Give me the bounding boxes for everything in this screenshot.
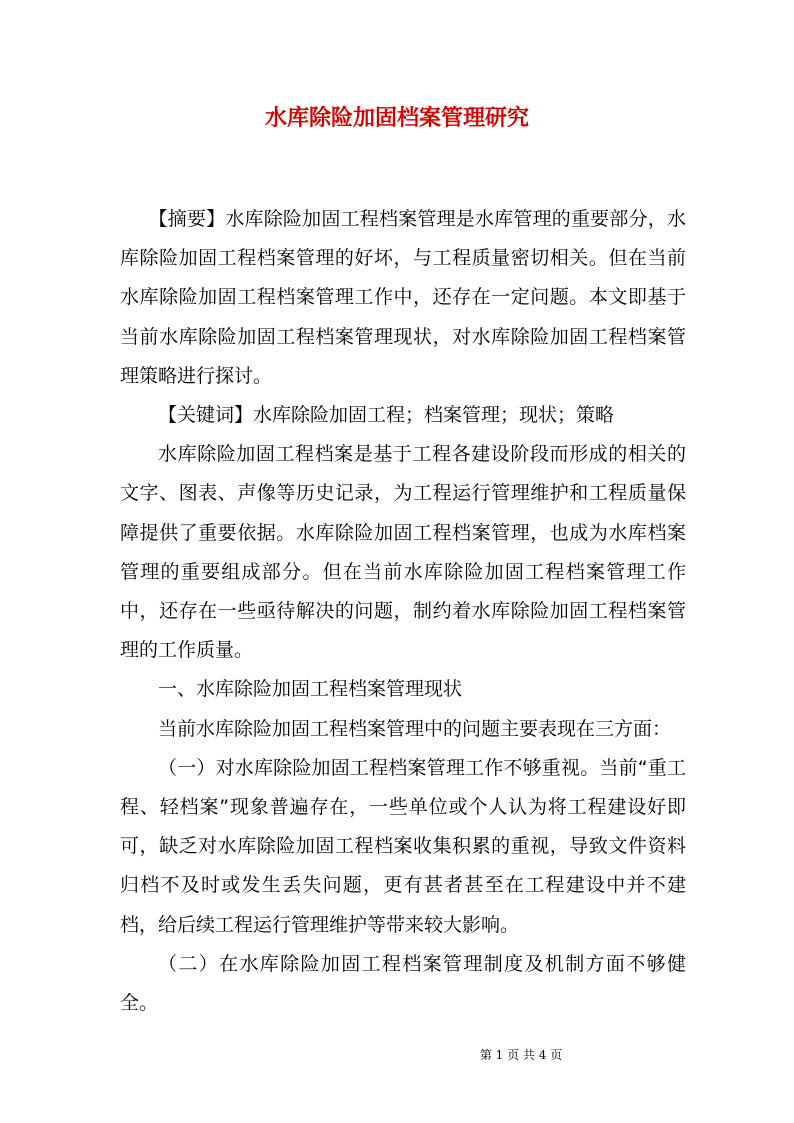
keywords-paragraph: 【关键词】水库除险加固工程；档案管理；现状；策略 [158,404,615,427]
abstract-paragraph: 【摘要】水库除险加固工程档案管理是水库管理的重要部分，水库除险加固工程档案管理的好坏，与工程质量密切相关。但在当前水库除险加固工程档案管理工作中，还存在一定问题。本文即基于当前水库除险加固工程档案管理现状，对水库除险加固工程档案管理策略进行探讨。 [120,208,686,387]
page-number-footer: 第 1 页 共 4 页 [479,1048,563,1062]
intro-paragraph: 水库除险加固工程档案是基于工程各建设阶段而形成的相关的文字、图表、声像等历史记录，为工程运行管理维护和工程质量保障提供了重要依据。水库除险加固工程档案管理，也成为水库档案管理的重要组成部分。但在当前水库除险加固工程档案管理工作中，还存在一些亟待解决的问题，制约着水库除险加固工程档案管理的工作质量。 [120,443,686,662]
section-heading: 一、水库除险加固工程档案管理现状 [158,678,463,701]
section-lead-paragraph: 当前水库除险加固工程档案管理中的问题主要表现在三方面： [158,717,672,740]
point-two-paragraph: （二）在水库除险加固工程档案管理制度及机制方面不够健全。 [120,952,686,1015]
point-one-paragraph: （一）对水库除险加固工程档案管理工作不够重视。当前“重工程、轻档案”现象普遍存在，一些单位或个人认为将工程建设好即可，缺乏对水库除险加固工程档案收集积累的重视，导致文件资料归档不及时或发生丢失问题，更有甚者甚至在工程建设中并不建档，给后续工程运行管理维护等带来较大影响。 [120,756,686,936]
document-body [120,200,686,1023]
document-title: 水库除险加固档案管理研究 [264,105,529,131]
